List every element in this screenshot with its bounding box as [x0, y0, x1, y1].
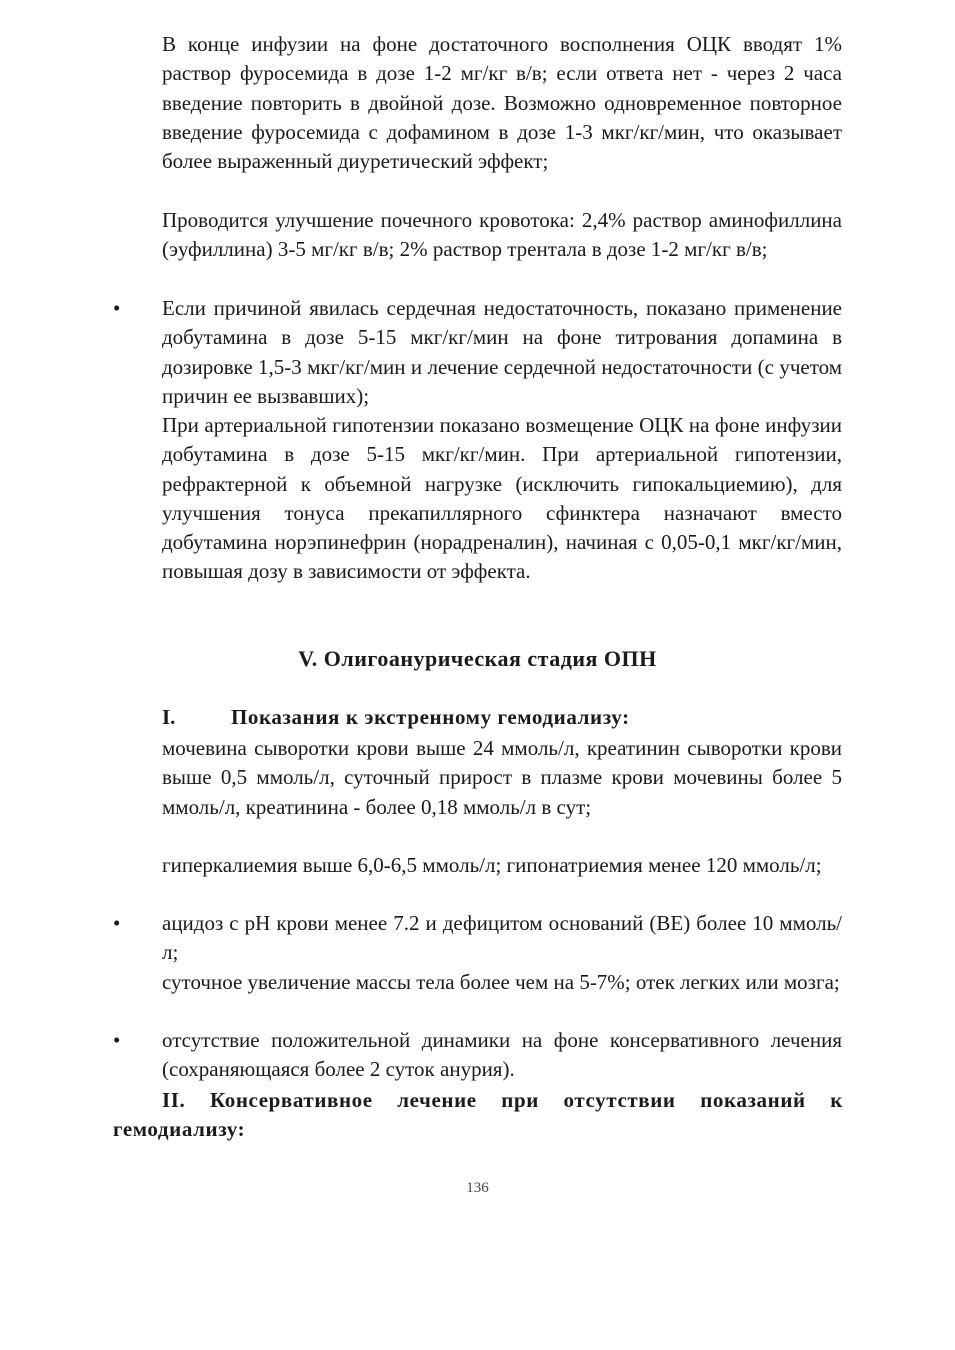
section-heading: V. Олигоанурическая стадия ОПН: [298, 646, 657, 671]
subsection-conservative-treatment: II. Консервативное лечение при отсутствии показаний к гемодиализу:: [113, 1088, 843, 1141]
paragraph-hypotension: При артериальной гипотензии показано возмещение ОЦК на фоне инфузии добутамина в дозе 5-15 мкг/кг/мин. При артериальной гипотензии, рефрактерной к объемной нагрузке (исключить гипокальциемию), для улучшения тонуса прекапиллярного сфинктера назначают вместо добутамина норэпинефрин (норадреналин), начиная с 0,05-0,1 мкг/кг/мин, повышая дозу в зависимости от эффекта.: [162, 413, 842, 584]
paragraph-furosemide: В конце инфузии на фоне достаточного восполнения ОЦК вводят 1% раствор фуросемида в дозе 1-2 мг/кг в/в; если ответа нет - через 2 часа введение повторить в двойной дозе. Возможно одновременное повторное введение фуросемида с дофамином в дозе 1-3 мкг/кг/мин, что оказывает более выраженный диуретический эффект;: [162, 32, 842, 174]
paragraph-heart-failure: Если причиной явилась сердечная недостаточность, показано применение добутамина в дозе 5-15 мкг/кг/мин на фоне титрования допамина в дозировке 1,5-3 мкг/кг/мин и лечение сердечной недостаточности (с учетом причин ее вызвавших);: [162, 296, 842, 408]
bullet-marker: •: [113, 1028, 121, 1052]
list-item: отсутствие положительной динамики на фоне консервативного лечения (сохраняющаяся более 2 суток анурия).: [162, 1028, 842, 1082]
subsection-title: Показания к экстренному гемодиализу:: [231, 705, 630, 729]
subsection-number: I.: [162, 705, 176, 729]
bullet-marker: •: [113, 911, 121, 935]
list-item: суточное увеличение массы тела более чем на 5-7%; отек легких или мозга;: [162, 970, 840, 994]
list-item: гиперкалиемия выше 6,0-6,5 ммоль/л; гипонатриемия менее 120 ммоль/л;: [162, 853, 822, 877]
page-number: 136: [466, 1180, 489, 1196]
list-item: ацидоз с pH крови менее 7.2 и дефицитом оснований (BE) более 10 ммоль/л;: [162, 911, 842, 965]
paragraph-renal-bloodflow: Проводится улучшение почечного кровотока: 2,4% раствор аминофиллина (эуфиллина) 3-5 мг/кг в/в; 2% раствор трентала в дозе 1-2 мг/кг в/в;: [162, 208, 842, 262]
list-item: мочевина сыворотки крови выше 24 ммоль/л, креатинин сыворотки крови выше 0,5 ммоль/л, суточный прирост в плазме крови мочевины более 5 ммоль/л, креатинина - более 0,18 ммоль/л в сут;: [162, 736, 842, 819]
bullet-marker: •: [113, 296, 121, 320]
